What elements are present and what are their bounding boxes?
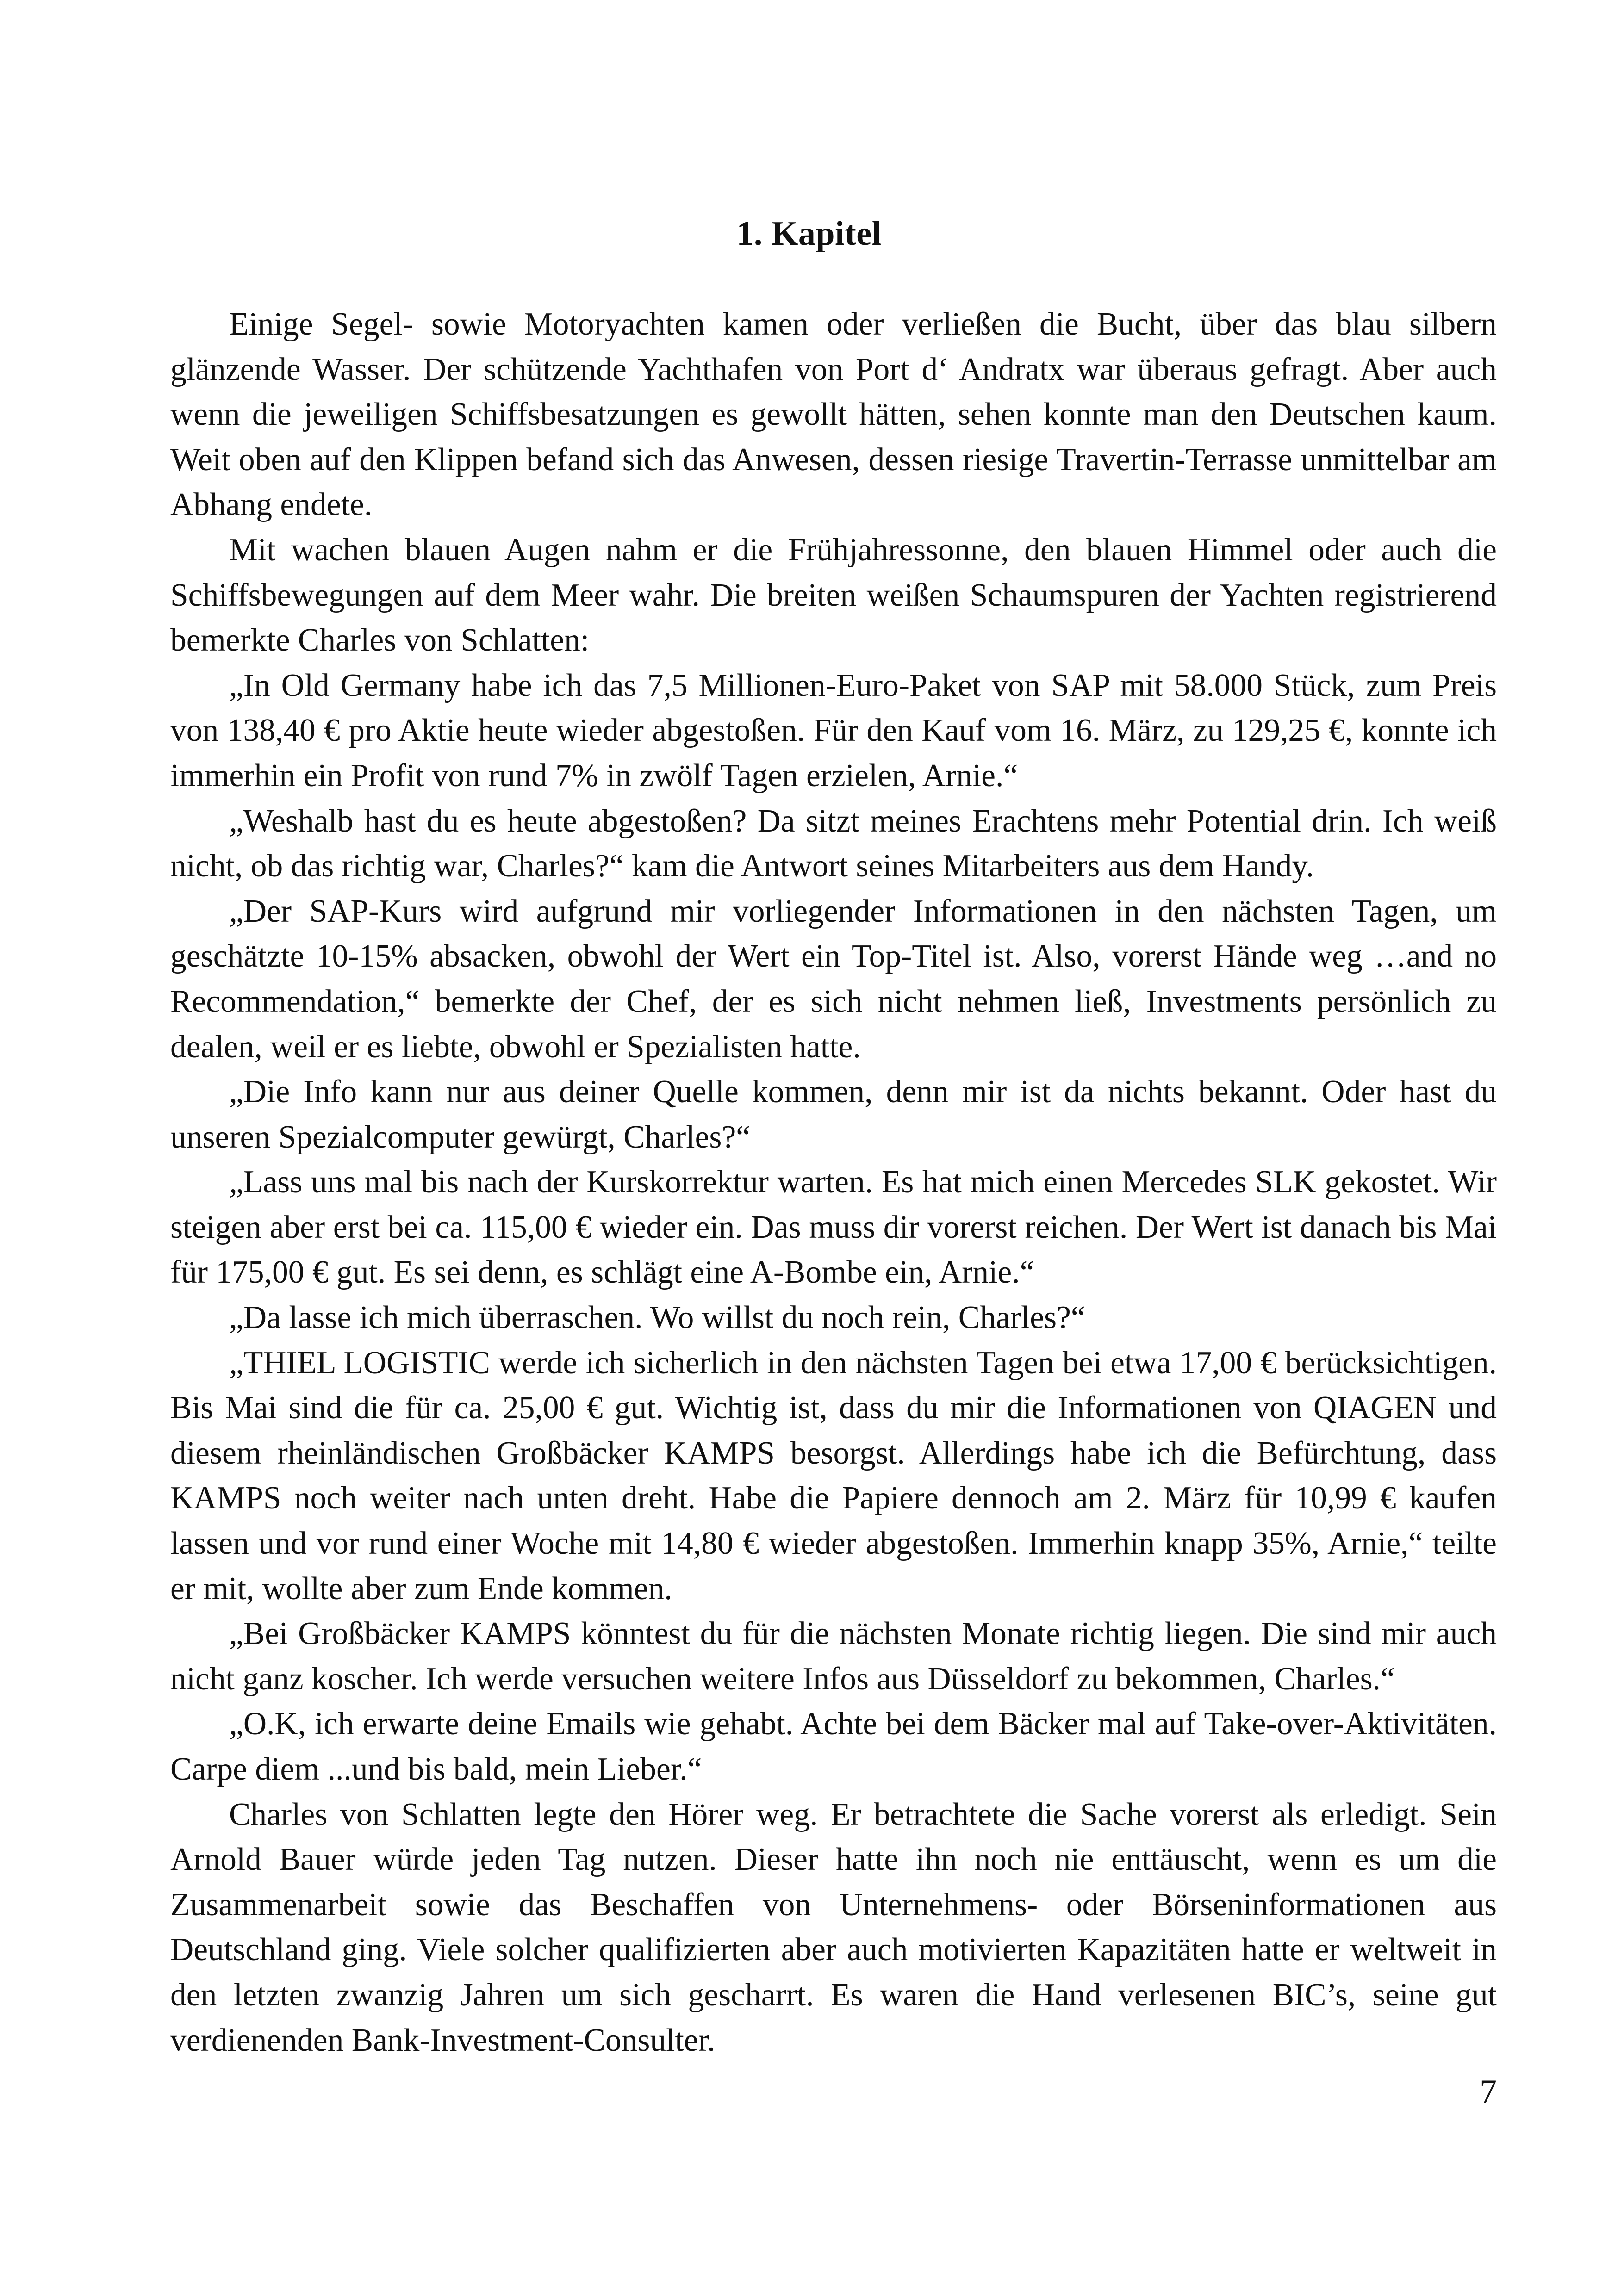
paragraph: „THIEL LOGISTIC werde ich sicherlich in den nächsten Tagen bei etwa 17,00 € berücksichtigen. Bis Mai sind die für ca. 25,00 € gut. Wichtig ist, dass du mir die Informationen von QIAGEN und diesem rheinländischen Großbäcker KAMPS besorgst. Allerdings habe ich die Befürchtung, dass KAMPS noch weiter nach unten dreht. Habe die Papiere dennoch am 2. März für 10,99 € kaufen lassen und vor rund einer Woche mit 14,80 € wieder abgestoßen. Immerhin knapp 35%, Arnie,“ teilte er mit, wollte aber zum Ende kommen. <box>170 1345 1497 1607</box>
paragraph: Charles von Schlatten legte den Hörer weg. Er betrachtete die Sache vorerst als erledigt. Sein Arnold Bauer würde jeden Tag nutzen. Dieser hatte ihn noch nie enttäuscht, wenn es um die Zusammenarbeit sowie das Beschaffen von Unternehmens- oder Börseninformationen aus Deutschland ging. Viele solcher qualifizierten aber auch motivierten Kapazitäten hatte er weltweit in den letzten zwanzig Jahren um sich gescharrt. Es waren die Hand verlesenen BIC’s, seine gut verdienenden Bank-Investment-Consulter. <box>170 1796 1497 2058</box>
paragraph: „Bei Großbäcker KAMPS könntest du für die nächsten Monate richtig liegen. Die sind mir auch nicht ganz koscher. Ich werde versuchen weitere Infos aus Düsseldorf zu bekommen, Charles.“ <box>170 1616 1497 1697</box>
paragraph: „In Old Germany habe ich das 7,5 Millionen-Euro-Paket von SAP mit 58.000 Stück, zum Preis von 138,40 € pro Aktie heute wieder abgestoßen. Für den Kauf vom 16. März, zu 129,25 €, konnte ich immerhin ein Profit von rund 7% in zwölf Tagen erzielen, Arnie.“ <box>170 667 1497 794</box>
paragraph: „Die Info kann nur aus deiner Quelle kommen, denn mir ist da nichts bekannt. Oder hast du unseren Spezialcomputer gewürgt, Charles?“ <box>170 1074 1497 1155</box>
paragraph: „Da lasse ich mich überraschen. Wo willst du noch rein, Charles?“ <box>229 1300 1085 1336</box>
chapter-body <box>170 302 1497 2063</box>
paragraph: „Der SAP-Kurs wird aufgrund mir vorliegender Informationen in den nächsten Tagen, um geschätzte 10-15% absacken, obwohl der Wert ein Top-Titel ist. Also, vorerst Hände weg …and no Recommendation,“ bemerkte der Chef, der es sich nicht nehmen ließ, Investments persönlich zu dealen, weil er es liebte, obwohl er Spezialisten hatte. <box>170 893 1497 1065</box>
paragraph: „Weshalb hast du es heute abgestoßen? Da sitzt meines Erachtens mehr Potential drin. Ich weiß nicht, ob das richtig war, Charles?“ kam die Antwort seines Mitarbeiters aus dem Handy. <box>170 803 1497 884</box>
paragraph: „O.K, ich erwarte deine Emails wie gehabt. Achte bei dem Bäcker mal auf Take-over-Aktivitäten. Carpe diem ...und bis bald, mein Lieber.“ <box>170 1706 1497 1787</box>
page-number: 7 <box>1480 2073 1497 2111</box>
paragraph: „Lass uns mal bis nach der Kurskorrektur warten. Es hat mich einen Mercedes SLK gekostet. Wir steigen aber erst bei ca. 115,00 € wieder ein. Das muss dir vorerst reichen. Der Wert ist danach bis Mai für 175,00 € gut. Es sei denn, es schlägt eine A-Bombe ein, Arnie.“ <box>170 1164 1497 1291</box>
paragraph: Mit wachen blauen Augen nahm er die Frühjahressonne, den blauen Himmel oder auch die Schiffsbewegungen auf dem Meer wahr. Die breiten weißen Schaumspuren der Yachten registrierend bemerkte Charles von Schlatten: <box>170 532 1497 658</box>
chapter-title: 1. Kapitel <box>736 215 882 253</box>
paragraph: Einige Segel- sowie Motoryachten kamen oder verließen die Bucht, über das blau silbern glänzende Wasser. Der schützende Yachthafen von Port d‘ Andratx war überaus gefragt. Aber auch wenn die jeweiligen Schiffsbesatzungen es gewollt hätten, sehen konnte man den Deutschen kaum. Weit oben auf den Klippen befand sich das Anwesen, dessen riesige Travertin-Terrasse unmittelbar am Abhang endete. <box>170 306 1497 523</box>
